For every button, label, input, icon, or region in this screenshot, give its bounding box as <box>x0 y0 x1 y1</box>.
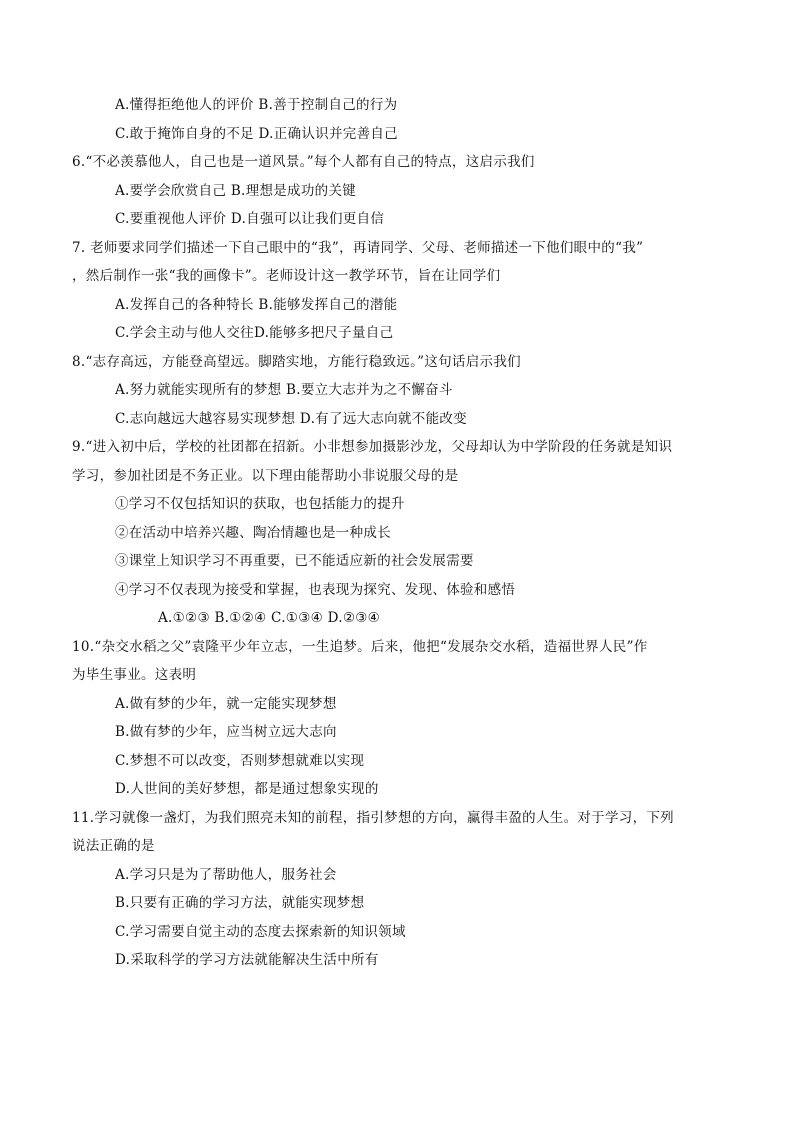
q11-option-a: A.学习只是为了帮助他人，服务社会 <box>115 867 337 883</box>
q11-stem-line2: 说法正确的是 <box>72 838 155 854</box>
q6-options-cd: C.要重视他人评价 D.自强可以让我们更自信 <box>115 211 385 227</box>
q11-option-d: D.采取科学的学习方法就能解决生活中所有 <box>115 952 379 968</box>
q9-item-3: ③课堂上知识学习不再重要，已不能适应新的社会发展需要 <box>115 553 474 569</box>
q10-option-a: A.做有梦的少年，就一定能实现梦想 <box>115 696 337 712</box>
q6-options-ab: A.要学会欣赏自己 B.理想是成功的关键 <box>115 183 357 199</box>
q9-item-4: ④学习不仅表现为接受和掌握，也表现为探究、发现、体验和感悟 <box>115 582 516 598</box>
q10-option-c: C.梦想不可以改变，否则梦想就难以实现 <box>115 753 365 769</box>
q9-stem-line1: 9.“进入初中后，学校的社团都在招新。小非想参加摄影沙龙，父母却认为中学阶段的任务就是知识 <box>72 439 673 455</box>
q6-stem: 6.“不必羡慕他人，自己也是一道风景。”每个人都有自己的特点，这启示我们 <box>72 154 535 170</box>
q10-stem-line2: 为毕生事业。这表明 <box>72 667 197 683</box>
q5-options-ab: A.懂得拒绝他人的评价 B.善于控制自己的行为 <box>115 97 398 113</box>
q7-stem-line2: ，然后制作一张“我的画像卡”。老师设计这一教学环节，旨在让同学们 <box>72 268 501 284</box>
q9-item-2: ②在活动中培养兴趣、陶冶情趣也是一种成长 <box>115 525 391 541</box>
q7-options-ab: A.发挥自己的各种特长 B.能够发挥自己的潜能 <box>115 297 398 313</box>
q10-option-d: D.人世间的美好梦想，都是通过想象实现的 <box>115 781 379 797</box>
q11-option-c: C.学习需要自觉主动的态度去探索新的知识领域 <box>115 924 406 940</box>
q10-option-b: B.做有梦的少年，应当树立远大志向 <box>115 724 337 740</box>
q8-stem: 8.“志存高远，方能登高望远。脚踏实地，方能行稳致远。”这句话启示我们 <box>72 354 521 370</box>
q7-stem-line1: 7. 老师要求同学们描述一下自己眼中的“我”，再请同学、父母、老师描述一下他们眼中的“我” <box>72 240 644 256</box>
q8-options-cd: C.志向越远大越容易实现梦想 D.有了远大志向就不能改变 <box>115 411 467 427</box>
q7-options-cd: C.学会主动与他人交往D.能够多把尺子量自己 <box>115 325 394 341</box>
q9-options: A.①②③ B.①②④ C.①③④ D.②③④ <box>158 610 381 626</box>
q10-stem-line1: 10.“杂交水稻之父”袁隆平少年立志，一生追梦。后来，他把“发展杂交水稻，造福世界人民”作 <box>72 639 648 655</box>
q9-stem-line2: 学习，参加社团是不务正业。以下理由能帮助小非说服父母的是 <box>72 468 459 484</box>
q11-option-b: B.只要有正确的学习方法，就能实现梦想 <box>115 895 365 911</box>
q8-options-ab: A.努力就能实现所有的梦想 B.要立大志并为之不懈奋斗 <box>115 382 453 398</box>
q9-item-1: ①学习不仅包括知识的获取，也包括能力的提升 <box>115 496 405 512</box>
q11-stem-line1: 11.学习就像一盏灯，为我们照亮未知的前程，指引梦想的方向，赢得丰盈的人生。对于学习，下列 <box>72 810 674 826</box>
q5-options-cd: C.敢于掩饰自身的不足 D.正确认识并完善自己 <box>115 126 398 142</box>
